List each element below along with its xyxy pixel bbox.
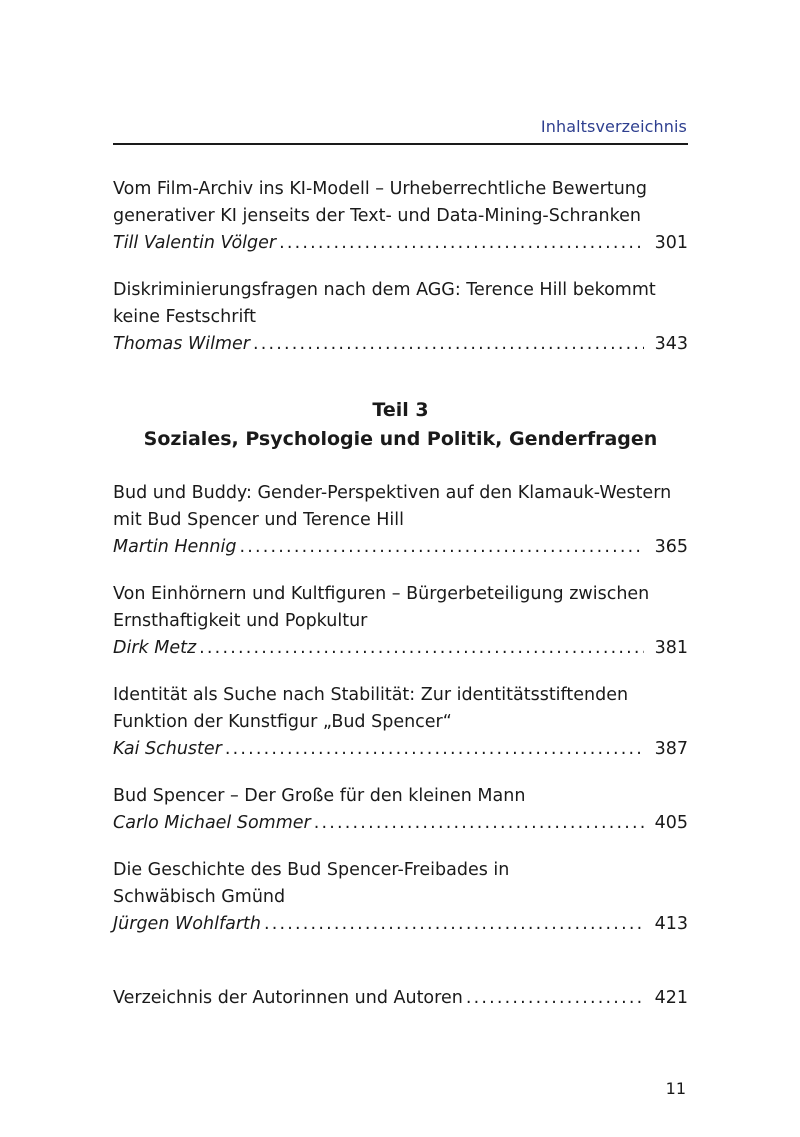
entry-author: Jürgen Wohlfarth xyxy=(113,914,261,934)
dot-leader xyxy=(239,534,644,561)
entry-title-line: generativer KI jenseits der Text- und Data-Mining-Schranken xyxy=(113,206,641,226)
entry-page-number: 421 xyxy=(654,988,688,1008)
entry-page-number: 343 xyxy=(654,334,688,354)
entry-author-row xyxy=(113,635,688,662)
page-number: 11 xyxy=(665,1079,686,1098)
entry-page-number: 413 xyxy=(654,914,688,934)
toc-entry[interactable] xyxy=(113,857,688,938)
entry-title-line: keine Festschrift xyxy=(113,307,257,327)
entry-page-number: 365 xyxy=(654,537,688,557)
entry-author: Martin Hennig xyxy=(113,537,237,557)
toc-entry[interactable] xyxy=(113,783,688,837)
toc-entry[interactable] xyxy=(113,480,688,561)
dot-leader xyxy=(225,736,644,763)
toc-entry[interactable] xyxy=(113,581,688,662)
dot-leader xyxy=(314,810,644,837)
entry-author-row xyxy=(113,810,688,837)
part-label: Teil 3 xyxy=(372,399,429,421)
dot-leader xyxy=(253,331,644,358)
entry-title-line: Diskriminierungsfragen nach dem AGG: Terence Hill bekommt xyxy=(113,280,656,300)
entry-author: Thomas Wilmer xyxy=(113,334,250,354)
part-title: Soziales, Psychologie und Politik, Genderfragen xyxy=(143,428,658,450)
entry-title-line: Vom Film-Archiv ins KI-Modell – Urheberrechtliche Bewertung xyxy=(113,179,647,199)
entry-title-line: Bud und Buddy: Gender-Perspektiven auf den Klamauk-Western xyxy=(113,483,672,503)
entry-author-row xyxy=(113,230,688,257)
entry-title: Verzeichnis der Autorinnen und Autoren xyxy=(113,988,463,1008)
header-rule xyxy=(113,143,688,145)
entry-title-line: Identität als Suche nach Stabilität: Zur identitätsstiftenden xyxy=(113,685,629,705)
toc-entry-contributors[interactable] xyxy=(113,985,688,1012)
entry-title-line: Die Geschichte des Bud Spencer-Freibades in xyxy=(113,860,510,880)
entry-author: Kai Schuster xyxy=(113,739,222,759)
entry-author: Carlo Michael Sommer xyxy=(113,813,311,833)
dot-leader xyxy=(466,985,644,1012)
dot-leader xyxy=(264,911,644,938)
entry-title-line: Schwäbisch Gmünd xyxy=(113,887,286,907)
entry-page-number: 301 xyxy=(654,233,688,253)
entry-title-line: Ernsthaftigkeit und Popkultur xyxy=(113,611,368,631)
entry-row xyxy=(113,985,688,1012)
toc-entry[interactable] xyxy=(113,682,688,763)
toc-entry[interactable] xyxy=(113,176,688,257)
entry-title-line: Funktion der Kunstfigur „Bud Spencer“ xyxy=(113,712,452,732)
toc-entry[interactable] xyxy=(113,277,688,358)
dot-leader xyxy=(199,635,644,662)
dot-leader xyxy=(279,230,644,257)
running-head: Inhaltsverzeichnis xyxy=(540,117,687,136)
table-of-contents xyxy=(113,176,688,1012)
entry-page-number: 405 xyxy=(654,813,688,833)
entry-author-row xyxy=(113,534,688,561)
entry-author: Dirk Metz xyxy=(113,638,197,658)
part-heading xyxy=(113,396,688,454)
entry-title-line: Bud Spencer – Der Große für den kleinen Mann xyxy=(113,786,526,806)
entry-title-line: mit Bud Spencer und Terence Hill xyxy=(113,510,405,530)
entry-page-number: 387 xyxy=(654,739,688,759)
entry-page-number: 381 xyxy=(654,638,688,658)
entry-author-row xyxy=(113,331,688,358)
entry-author: Till Valentin Völger xyxy=(113,233,277,253)
entry-title-line: Von Einhörnern und Kultfiguren – Bürgerbeteiligung zwischen xyxy=(113,584,650,604)
entry-author-row xyxy=(113,736,688,763)
entry-author-row xyxy=(113,911,688,938)
